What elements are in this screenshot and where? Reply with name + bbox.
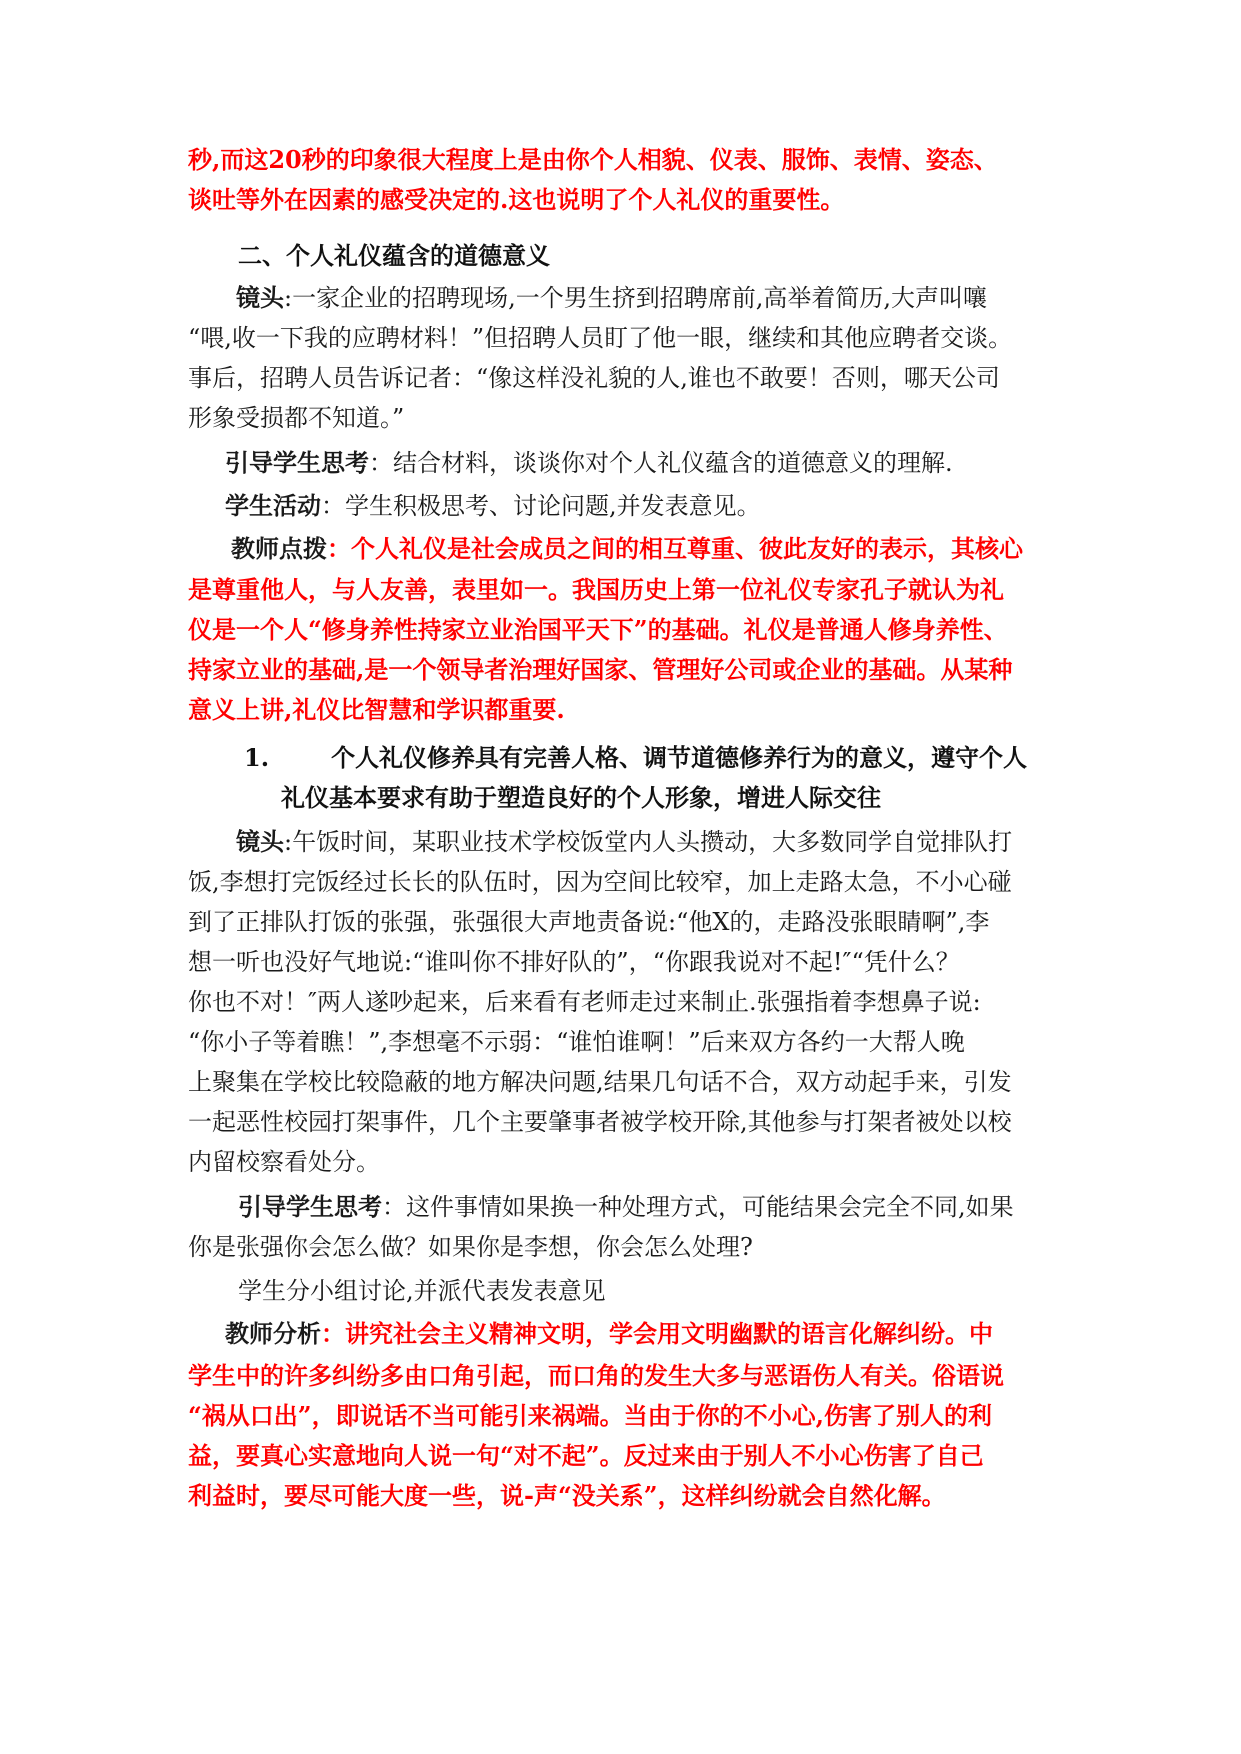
paragraph-line: 仪是一个人“修身养性持家立业治国平天下”的基础。礼仪是普通人修身养性、	[188, 615, 1008, 644]
paragraph-line: 谈吐等外在因素的感受决定的.这也说明了个人礼仪的重要性。	[188, 185, 845, 214]
paragraph-line: 形象受损都不知道。”	[188, 404, 405, 432]
paragraph-line: 镜头:午饭时间，某职业技术学校饭堂内人头攒动，大多数同学自觉排队打	[236, 827, 1013, 856]
paragraph-line: 意义上讲,礼仪比智慧和学识都重要.	[188, 695, 565, 724]
paragraph-line: 学生分小组讨论,并派代表发表意见	[238, 1277, 606, 1305]
paragraph-line: 学生中的许多纠纷多由口角引起，而口角的发生大多与恶语伤人有关。俗语说	[188, 1361, 1004, 1390]
paragraph-line: 引导学生思考：结合材料，谈谈你对个人礼仪蕴含的道德意义的理解.	[225, 448, 953, 477]
paragraph-line: “你小子等着瞧！”,李想毫不示弱：“谁怕谁啊！”后来双方各约一大帮人晚	[188, 1028, 965, 1056]
numbered-heading: 1. 个人礼仪修养具有完善人格、调节道德修养行为的意义，遵守个人	[244, 743, 1028, 772]
inline-label: 教师分析	[225, 1319, 321, 1348]
paragraph-line: 内留校察看处分。	[188, 1148, 380, 1176]
paragraph-line: 饭,李想打完饭经过长长的队伍时，因为空间比较窄，加上走路太急，不小心碰	[188, 868, 1012, 896]
paragraph-line: 到了正排队打饭的张强，张强很大声地责备说:“他X的，走路没张眼睛啊”,李	[188, 908, 990, 936]
paragraph-line: 教师分析：讲究社会主义精神文明，学会用文明幽默的语言化解纠纷。中	[225, 1319, 993, 1348]
paragraph-line: 是尊重他人，与人友善，表里如一。我国历史上第一位礼仪专家孔子就认为礼	[188, 575, 1004, 604]
inline-label: 教师点拨	[231, 534, 327, 563]
section-heading: 二、个人礼仪蕴含的道德意义	[238, 241, 550, 270]
paragraph-line: 持家立业的基础,是一个领导者治理好国家、管理好公司或企业的基础。从某种	[188, 655, 1013, 684]
paragraph-line: “喂,收一下我的应聘材料！”但招聘人员盯了他一眼，继续和其他应聘者交谈。	[188, 324, 1013, 352]
list-number: 1.	[244, 743, 270, 772]
paragraph-line: 镜头:一家企业的招聘现场,一个男生挤到招聘席前,高举着简历,大声叫嚷	[236, 283, 987, 312]
paragraph-line: 你是张强你会怎么做？如果你是李想，你会怎么处理?	[188, 1233, 753, 1261]
paragraph-line: 引导学生思考：这件事情如果换一种处理方式，可能结果会完全不同,如果	[238, 1192, 1014, 1221]
paragraph-line: 教师点拨：个人礼仪是社会成员之间的相互尊重、彼此友好的表示，其核心	[231, 534, 1023, 563]
numbered-heading-cont: 礼仪基本要求有助于塑造良好的个人形象，增进人际交往	[281, 783, 881, 812]
paragraph-line: 一起恶性校园打架事件，几个主要肇事者被学校开除,其他参与打架者被处以校	[188, 1108, 1012, 1136]
inline-label: 镜头	[236, 827, 284, 856]
inline-label: 引导学生思考	[238, 1192, 382, 1221]
paragraph-line: 秒,而这20秒的印象很大程度上是由你个人相貌、仪表、服饰、表情、姿态、	[188, 145, 998, 174]
paragraph-line: 上聚集在学校比较隐蔽的地方解决问题,结果几句话不合，双方动起手来，引发	[188, 1068, 1012, 1096]
paragraph-line: 学生活动：学生积极思考、讨论问题,并发表意见。	[225, 491, 761, 520]
inline-label: 学生活动	[225, 491, 321, 520]
inline-label: 镜头	[236, 283, 284, 312]
paragraph-line: 想一听也没好气地说:“谁叫你不排好队的”，“你跟我说对不起!″“凭什么？	[188, 948, 960, 976]
paragraph-line: 事后，招聘人员告诉记者：“像这样没礼貌的人,谁也不敢要！否则，哪天公司	[188, 364, 1000, 392]
paragraph-line: 利益时，要尽可能大度一些，说-声“没关系”，这样纠纷就会自然化解。	[188, 1481, 946, 1510]
paragraph-line: 益，要真心实意地向人说一句“对不起”。反过来由于别人不小心伤害了自己	[188, 1441, 984, 1470]
paragraph-line: “祸从口出”，即说话不当可能引来祸端。当由于你的不小心,伤害了别人的利	[188, 1401, 992, 1430]
inline-label: 引导学生思考	[225, 448, 369, 477]
paragraph-line: 你也不对！″两人遂吵起来，后来看有老师走过来制止.张强指着李想鼻子说:	[188, 988, 981, 1016]
